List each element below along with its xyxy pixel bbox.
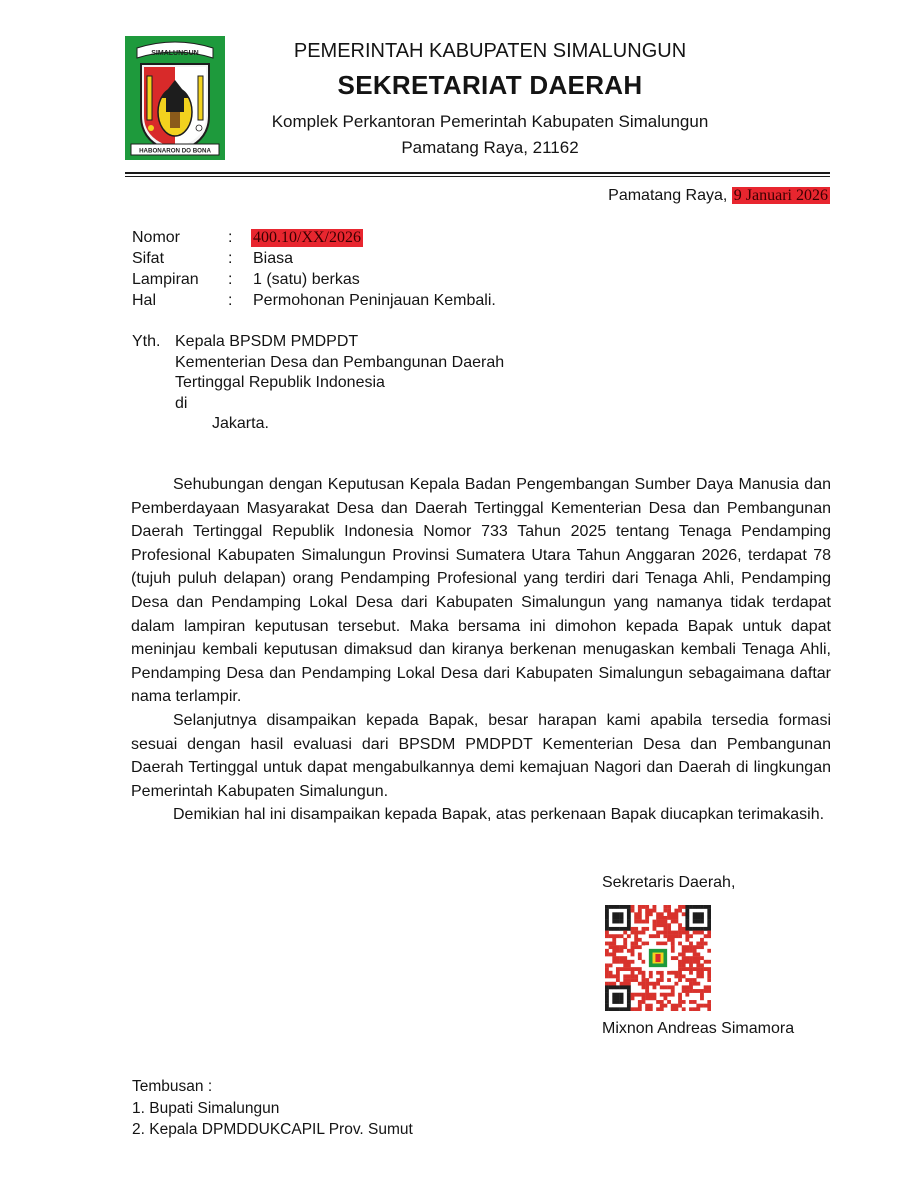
date-value: 9 Januari 2026 [733, 187, 828, 204]
letter-date [608, 187, 830, 205]
meta-value-hal: Permohonan Peninjauan Kembali. [253, 292, 496, 309]
recipient-line1: Kepala BPSDM PMDPDT [175, 333, 359, 350]
letterhead-divider [125, 172, 830, 177]
recipient-line4: di [175, 395, 188, 412]
body-paragraph-2: Selanjutnya disampaikan kepada Bapak, besar harapan kami apabila tersedia formasi sesuai dengan hasil evaluasi dari BPSDM PMDPDT Kementerian Desa dan Pembangunan Daerah Tertinggal untuk dapat mengabulkannya demi kemajuan Nagori dan Daerah di lingkungan Pemerintah Kabupaten Simalungun. [131, 711, 831, 800]
recipient-prefix: Yth. [132, 333, 161, 350]
meta-label: Lampiran [132, 271, 199, 288]
date-place: Pamatang Raya, [608, 187, 728, 204]
meta-colon: : [228, 271, 233, 288]
recipient-line3: Tertinggal Republik Indonesia [175, 374, 385, 391]
cc-title: Tembusan : [132, 1078, 213, 1095]
letter-body [131, 473, 831, 827]
body-paragraph-1: Sehubungan dengan Keputusan Kepala Badan Pengembangan Sumber Daya Manusia dan Pemberdayaan Masyarakat Desa dan Daerah Tertinggal Kementerian Desa dan Pembangunan Daerah Tertinggal Republik Indonesia Nomor 733 Tahun 2025 tentang Tenaga Pendamping Profesional Kabupaten Simalungun Provinsi Sumatera Utara Tahun Anggaran 2026, terdapat 78 (tujuh puluh delapan) orang Pendamping Profesional yang terdiri dari Tenaga Ahli, Pendamping Desa dan Pendamping Lokal Desa dari Kabupaten Simalungun yang namanya tidak terdapat dalam lampiran keputusan tersebut. Maka bersama ini dimohon kepada Bapak untuk dapat meninjau kembali keputusan dimaksud dan kiranya berkenan menugaskan kembali Tenaga Ahli, Pendamping Desa dan Pendamping Lokal Desa dari Kabupaten Simalungun sebagaimana daftar nama terlampir. [131, 476, 831, 706]
cc-item: 1. Bupati Simalungun [132, 1100, 280, 1117]
signatory-name: Mixnon Andreas Simamora [602, 1020, 795, 1037]
letterhead-office: SEKRETARIAT DAERAH [337, 70, 643, 100]
qr-code-signature-icon [605, 905, 711, 1011]
meta-value-lampiran: 1 (satu) berkas [253, 271, 360, 288]
logo-banner-top: SIMALUNGUN [151, 50, 199, 57]
meta-colon: : [228, 250, 233, 267]
letterhead-address-line2: Pamatang Raya, 21162 [401, 138, 579, 157]
meta-label: Sifat [132, 250, 165, 267]
meta-label: Nomor [132, 229, 181, 246]
letterhead-government: PEMERINTAH KABUPATEN SIMALUNGUN [293, 40, 687, 62]
signature-title: Sekretaris Daerah, [602, 874, 736, 891]
meta-label: Hal [132, 292, 157, 309]
recipient-line2: Kementerian Desa dan Pembangunan Daerah [175, 354, 505, 371]
regency-emblem-icon [125, 36, 225, 160]
logo-banner-bottom: HABONARON DO BONA [139, 147, 211, 155]
letterhead-address-line1: Komplek Perkantoran Pemerintah Kabupaten Simalungun [271, 112, 709, 131]
meta-colon: : [228, 229, 233, 246]
meta-colon: : [228, 292, 233, 309]
body-paragraph-3: Demikian hal ini disampaikan kepada Bapak, atas perkenaan Bapak diucapkan terimakasih. [173, 806, 825, 824]
meta-value-nomor: 400.10/XX/2026 [253, 229, 361, 246]
meta-value-sifat: Biasa [253, 250, 294, 267]
cc-item: 2. Kepala DPMDDUKCAPIL Prov. Sumut [132, 1121, 413, 1138]
recipient-city: Jakarta. [212, 415, 269, 432]
